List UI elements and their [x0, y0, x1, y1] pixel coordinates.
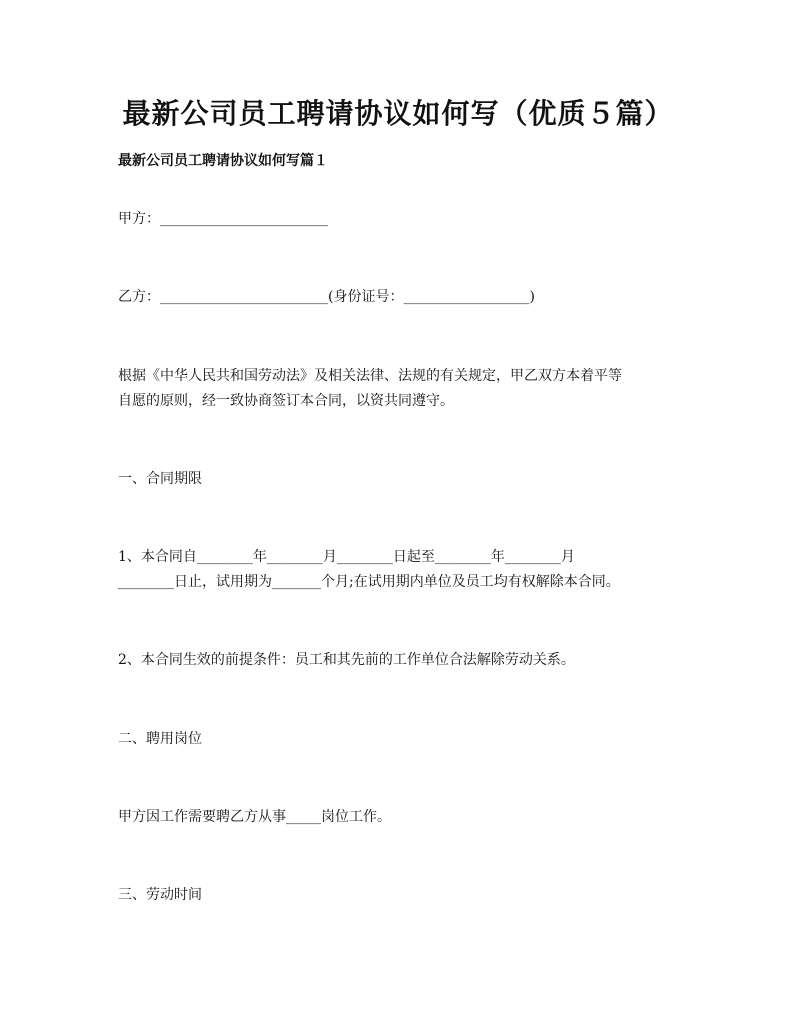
section-subtitle: 最新公司员工聘请协议如何写篇１: [118, 153, 328, 169]
intro-line-2: 自愿的原则，经一致协商签订本合同，以资共同遵守。: [118, 393, 454, 409]
document-title: 最新公司员工聘请协议如何写（优质５篇）: [122, 97, 674, 130]
heading-working-hours: 三、劳动时间: [118, 887, 202, 903]
term-clause-line-2: ________日止，试用期为_______个月;在试用期内单位及员工均有权解除本合同。: [118, 574, 620, 590]
position-clause-line: 甲方因工作需要聘乙方从事_____岗位工作。: [118, 809, 391, 825]
party-a-line: 甲方：________________________: [118, 211, 328, 227]
effective-condition-line: 2、本合同生效的前提条件：员工和其先前的工作单位合法解除劳动关系。: [118, 652, 575, 668]
heading-contract-term: 一、合同期限: [118, 471, 202, 487]
party-b-line: 乙方：________________________(身份证号：__________________): [118, 289, 535, 305]
intro-line-1: 根据《中华人民共和国劳动法》及相关法律、法规的有关规定，甲乙双方本着平等: [118, 368, 622, 384]
term-clause-line-1: 1、本合同自________年________月________日起至________年________月: [118, 549, 575, 565]
heading-position: 二、聘用岗位: [118, 731, 202, 747]
